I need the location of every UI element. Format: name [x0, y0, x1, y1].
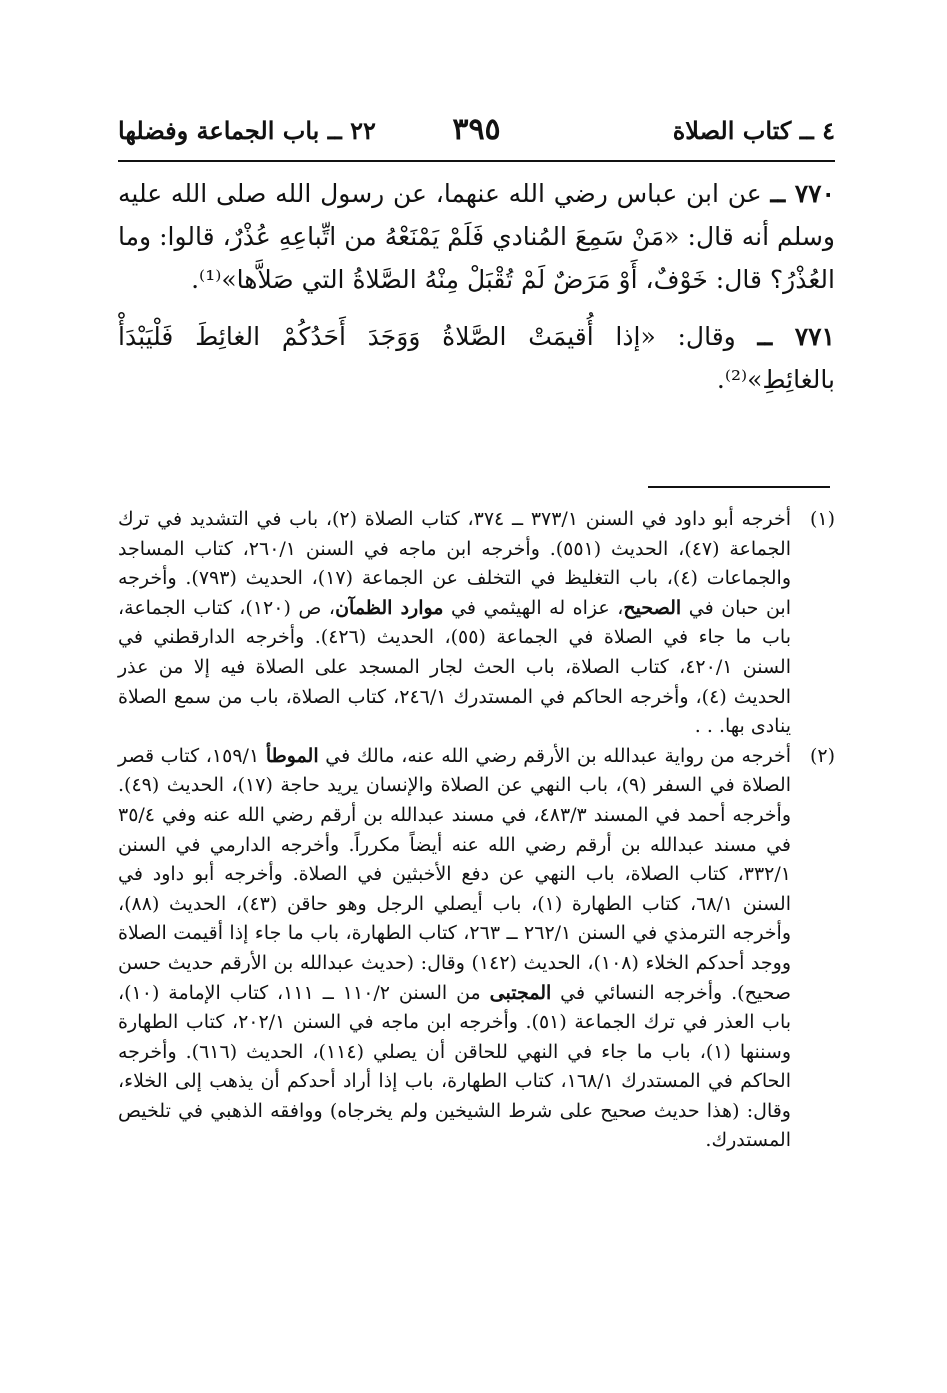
footnote-text-run: ، ص (١٢٠)، كتاب الجماعة، باب ما جاء في الصلاة في الجماعة (٥٥)، الحديث (٤٢٦). وأخرجه الدارقطني في السنن ٤٢٠/١، كتاب الصلاة، باب الحث لجار المسجد على الصلاة فيه إلا من عذر الحديث (٤)، وأخرجه الحاكم في المستدرك ٢٤٦/١، كتاب الصلاة، باب من سمع الصلاة ينادى بها. . . [118, 596, 792, 738]
footnote-bold-run: موارد الظمآن [335, 596, 444, 619]
hadith-number: ٧٧٠ ــ [770, 179, 835, 208]
footnote-text-run: أخرجه أبو داود في السنن ٣٧٣/١ ــ ٣٧٤، كتاب الصلاة (٢)، باب في التشديد في ترك الجماعة (٤٧)، الحديث (٥٥١). وأخرجه ابن ماجه في السنن ٢٦٠/١، كتاب المساجد والجماعات (٤)، باب التغليظ في التخلف عن الجماعة (١٧)، الحديث (٧٩٣). وأخرجه ابن حبان في [118, 508, 792, 619]
footnote-marker: (١) [809, 508, 835, 530]
footnote-separator [648, 486, 830, 488]
hadith-text: عن ابن عباس رضي الله عنهما، عن رسول الله صلى الله عليه وسلم أنه قال: «مَنْ سَمِعَ المُنادي فَلَمْ يَمْنَعْهُ من اتِّباعِهِ عُذْرٌ، قالوا: وما العُذْرُ؟ قال: خَوْفٌ، أَوْ مَرَضٌ لَمْ تُقْبَلْ مِنْهُ الصَّلاةُ التي صَلاَّها»⁽¹⁾. [118, 179, 835, 294]
main-text [118, 172, 835, 415]
footnote-bold-run: المجتبى [489, 981, 552, 1004]
header-rule [118, 160, 835, 162]
footnote-text-run: ، عزاه له الهيثمي في [443, 596, 624, 619]
footnote-text-run: من السنن ١١٠/٢ ــ ١١١، كتاب الإمامة (١٠)، باب العذر في ترك الجماعة (٥١). وأخرجه ابن ماجه في السنن ٢٠٢/١، كتاب الطهارة وسننها (١)، باب ما جاء في النهي للحاقن أن يصلي (١١٤)، الحديث (٦١٦). وأخرجه الحاكم في المستدرك ١٦٨/١، كتاب الطهارة، باب إذا أراد أحدكم أن يذهب إلى الخلاء، وقال: (هذا حديث صحيح على شرط الشيخين ولم يخرجاه) ووافقه الذهبي في تلخيص المستدرك. [118, 981, 792, 1152]
footnote-2 [118, 742, 835, 1156]
chapter-title: ٢٢ ــ باب الجماعة وفضلها [118, 116, 376, 145]
hadith-text: وقال: «إذا أُقيمَتْ الصَّلاةُ وَوَجَدَ أَحَدُكُمْ الغائِطَ فَلْيَبْدَأْ بالغائِطِ»⁽²⁾. [118, 322, 835, 394]
hadith-770 [118, 172, 835, 301]
footnote-text-run: ١٥٩/١، كتاب قصر الصلاة في السفر (٩)، باب النهي عن الصلاة والإنسان يريد حاجة (١٧)، الحديث (٤٩). وأخرجه أحمد في المسند ٤٨٣/٣، في مسند عبدالله بن أرقم رضي الله عنه وفي ٣٥/٤ في مسند عبدالله بن أرقم رضي الله عنه أيضاً مكرراً. وأخرجه الدارمي في السنن ٣٣٢/١، كتاب الصلاة، باب النهي عن دفع الأخبثين في الصلاة. وأخرجه أبو داود في السنن ٦٨/١، كتاب الطهارة (١)، باب أيصلي الرجل وهو حاقن (٤٣)، الحديث (٨٨)، وأخرجه الترمذي في السنن ٢٦٢/١ ــ ٢٦٣، كتاب الطهارة، باب ما جاء إذا أقيمت الصلاة ووجد أحدكم الخلاء (١٠٨)، الحديث (١٤٢) وقال: (حديث عبدالله بن الأرقم حديث حسن صحيح). وأخرجه النسائي في [118, 744, 792, 1004]
hadith-number: ٧٧١ ــ [757, 322, 835, 351]
footnote-text [118, 745, 791, 1152]
page-number: ٣٩٥ [452, 112, 501, 147]
footnote-bold-run: الصحيح [623, 596, 682, 619]
footnotes [118, 505, 835, 1156]
hadith-771 [118, 315, 835, 401]
book-title: ٤ ــ كتاب الصلاة [672, 116, 835, 145]
running-header [118, 112, 835, 152]
footnote-bold-run: الموطأ [265, 744, 319, 767]
footnote-text-run: أخرجه من رواية عبدالله بن الأرقم رضي الله عنه، مالك في [318, 744, 791, 767]
footnote-text [118, 508, 791, 737]
footnote-marker: (٢) [809, 744, 835, 767]
footnote-1 [118, 505, 835, 742]
